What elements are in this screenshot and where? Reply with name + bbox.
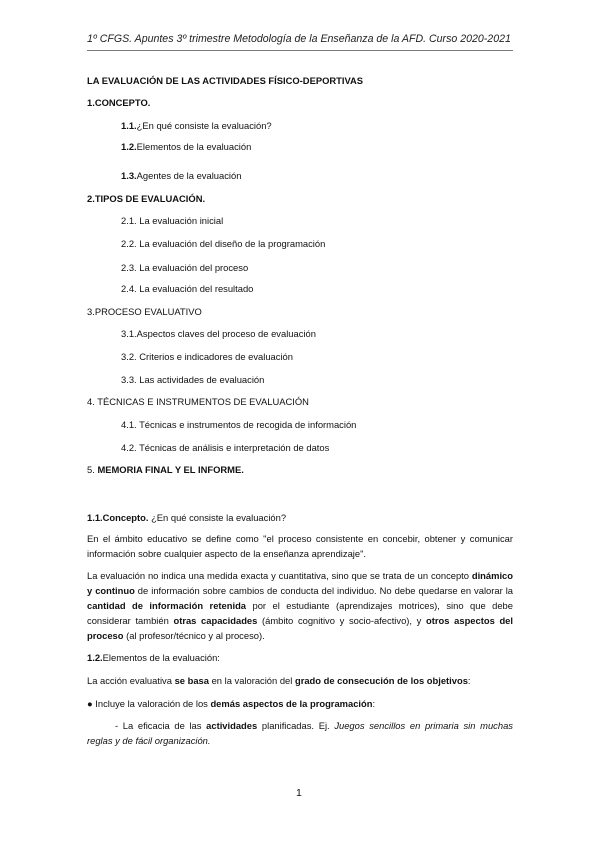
toc-item-2-2: 2.2. La evaluación del diseño de la programación [121, 238, 326, 249]
toc-item-2-3: 2.3. La evaluación del proceso [121, 262, 249, 273]
text-run: Incluye la valoración de los [92, 698, 211, 709]
toc-item-text: Agentes de la evaluación [136, 170, 242, 181]
toc-item-1-3 [121, 170, 241, 182]
bold-run: actividades [206, 720, 258, 731]
text-run: en la valoración del [208, 675, 295, 686]
paragraph-evaluation-concept [87, 568, 513, 643]
paragraph-activities [87, 718, 513, 748]
toc-item-2-1: 2.1. La evaluación inicial [121, 215, 224, 226]
text-run: (ámbito cognitivo y socio-afectivo), y [257, 615, 427, 626]
heading-text: Elementos de la evaluación: [102, 652, 220, 663]
toc-title: LA EVALUACIÓN DE LAS ACTIVIDADES FÍSICO-DEPORTIVAS [87, 75, 364, 86]
toc-section-3: 3.PROCESO EVALUATIVO [87, 306, 202, 317]
paragraph-evaluative-action [87, 675, 471, 687]
page-header: 1º CFGS. Apuntes 3º trimestre Metodología de la Enseñanza de la AFD. Curso 2020-2021 [87, 33, 511, 45]
toc-item-number: 1.3. [121, 170, 137, 181]
toc-section-number: 5. [87, 464, 98, 475]
toc-item-1-2 [121, 141, 251, 153]
page-number: 1 [296, 787, 302, 799]
toc-item-number: 1.1. [121, 120, 137, 131]
heading-number: 1.2. [87, 652, 103, 663]
text-run: : [372, 698, 376, 709]
text-run: - La eficacia de las [115, 720, 207, 731]
header-divider [87, 50, 513, 51]
heading-number: 1.1.Concepto. [87, 512, 149, 523]
toc-item-2-4: 2.4. La evaluación del resultado [121, 283, 254, 294]
toc-item-text: Elementos de la evaluación [136, 141, 252, 152]
bold-run: grado de consecución de los objetivos [294, 675, 468, 686]
text-run: : [467, 675, 471, 686]
toc-item-1-1 [121, 120, 272, 132]
heading-text: ¿En qué consiste la evaluación? [148, 512, 287, 523]
toc-section-2: 2.TIPOS DE EVALUACIÓN. [87, 193, 206, 204]
toc-item-number: 1.2. [121, 141, 137, 152]
bold-run: otras capacidades [173, 615, 258, 626]
text-run: por el estudiante (aprendizajes motrices), sino que debe considerar también [87, 600, 513, 626]
toc-section-text: MEMORIA FINAL Y EL INFORME. [97, 464, 244, 475]
toc-section-4: 4. TÉCNICAS E INSTRUMENTOS DE EVALUACIÓN [87, 396, 309, 407]
bold-run: cantidad de información retenida [87, 600, 247, 611]
bullet-item [87, 698, 375, 710]
text-run: de información sobre cambios de conducta del individuo. No debe quedarse en valorar la [134, 585, 513, 596]
heading-1-2 [87, 652, 220, 664]
heading-1-1 [87, 512, 286, 524]
bold-run: se basa [174, 675, 209, 686]
toc-item-3-2: 3.2. Criterios e indicadores de evaluación [121, 351, 293, 362]
text-run: La evaluación no indica una medida exacta y cuantitativa, sino que se trata de un concepto [87, 570, 472, 581]
toc-item-4-1: 4.1. Técnicas e instrumentos de recogida de información [121, 419, 357, 430]
paragraph-definition: En el ámbito educativo se define como "el proceso consistente en concebir, obtener y comunicar información sobre cualquier aspecto de la enseñanza aprendizaje". [87, 533, 513, 559]
toc-section-5 [87, 464, 244, 476]
toc-item-3-3: 3.3. Las actividades de evaluación [121, 374, 265, 385]
toc-item-4-2: 4.2. Técnicas de análisis e interpretación de datos [121, 442, 330, 453]
bold-run: otros aspectos del proceso [87, 615, 513, 641]
bullet-icon: ● [87, 698, 93, 709]
toc-section-1: 1.CONCEPTO. [87, 97, 151, 108]
bold-run: dinámico y continuo [87, 570, 513, 596]
italic-run: Juegos sencillos en primaria sin muchas reglas y de fácil organización. [87, 720, 513, 746]
bold-run: demás aspectos de la programación [210, 698, 373, 709]
toc-item-text: ¿En qué consiste la evaluación? [136, 120, 272, 131]
text-run: La acción evaluativa [87, 675, 175, 686]
text-run: planificadas. Ej. [257, 720, 335, 731]
text-run: (al profesor/técnico y al proceso). [123, 630, 265, 641]
toc-item-3-1: 3.1.Aspectos claves del proceso de evaluación [121, 328, 316, 339]
